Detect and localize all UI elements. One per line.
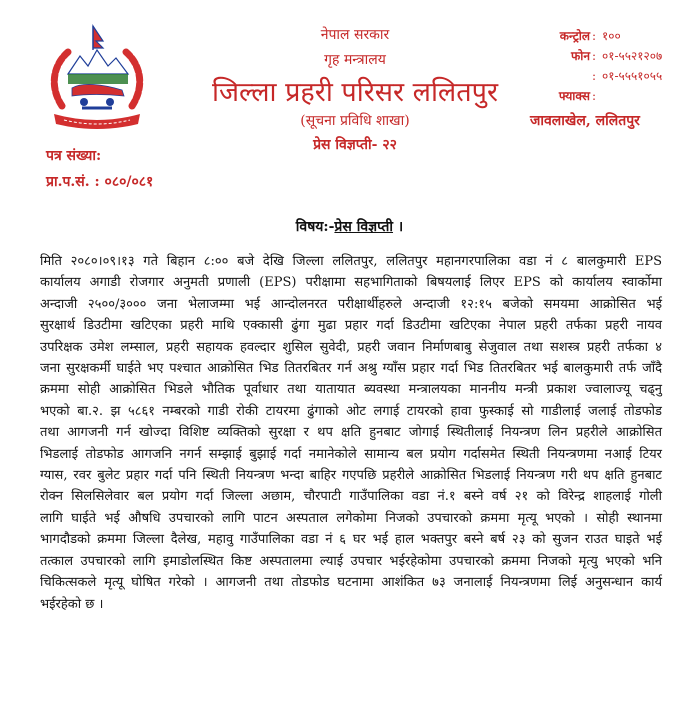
contact-label: फोन	[570, 49, 590, 63]
subject-title: प्रेस विज्ञप्ती	[334, 219, 394, 235]
body-line: भएको बा.२. झ ५८६१ नम्बरको गाडी रोकी टायरमा ढुंगाको ओट लगाई टायरको हावा फुस्काई सो गाडीलाई जलाई तोडफोड	[40, 403, 662, 419]
contact-value: १००	[602, 29, 621, 43]
contact-value: ०१-५५५१०५५	[602, 69, 663, 83]
body-line: भागदौडको क्रममा जिल्ला दैलेख, महावु गाउँपालिका वडा नं ६ घर भई हाल भक्तपुर बस्ने बर्ष २३ को सुजन राउत घाइते भई	[40, 532, 662, 548]
body-line: तत्काल उपचारको लागि इमाडोलस्थित किष्ट अस्पतालमा ल्याई उपचार भईरहेकोमा उपचारको क्रममा निजको मृत्यु भएको भनि	[40, 553, 662, 569]
contact-value	[598, 86, 695, 106]
ministry-name: गृह मन्त्रालय	[324, 52, 386, 68]
contact-row-control	[520, 26, 695, 46]
office-address: जावलाखेल, ललितपुर	[530, 113, 640, 129]
body-line: मिति २०८०।०९।१३ गते बिहान ८:०० बजे देखि जिल्ला ललितपुर, ललितपुर महानगरपालिका वडा नं ८ बालकुमारी EPS	[40, 254, 662, 269]
contact-separator: :	[591, 49, 597, 63]
contact-separator: :	[591, 89, 597, 103]
contact-row-phone-2	[520, 66, 695, 86]
body-line: जना सुरक्षकर्मी घाईते भए पश्चात आक्रोसित भिड तितरबितर गर्न अश्रु ग्याँस प्रहार गर्दा भिड तितरबितर भई बालकुमारी तर्फ जाँदै	[40, 361, 662, 377]
contact-label: फ्याक्स	[558, 89, 590, 103]
body-line: अन्दाजी २५००/३००० जना भेलाजम्मा भई आन्दोलनरत परीक्षार्थीहरुले अन्दाजी १२:१५ बजेको समयमा आक्रोसित भई	[40, 296, 662, 312]
contact-row-phone	[520, 46, 695, 66]
body-line: सुरक्षार्थ डिउटीमा खटिएका प्रहरी माथि एक्कासी ढुंगा मुढा प्रहार गर्दा डिउटीमा खटिएका नेपाल प्रहरी तर्फका प्रहरी नायव	[40, 318, 662, 334]
body-line: उपरिक्षक उमेश लम्साल, प्रहरी सहायक हवल्दार शुसिल सुवेदी, प्रहरी जवान निर्माणबाबु सेजुवाल तथा सशस्त्र प्रहरी तर्फका ४	[40, 339, 662, 355]
body-line: ग्यास, रवर बुलेट प्रहार गर्दा पनि स्थिती नियन्त्रण भन्दा बाहिर गएपछि प्रहरीले आक्रोसित भिडलाई नियन्त्रण गरी थप क्षति हुनबाट	[40, 468, 662, 484]
office-name: जिल्ला प्रहरी परिसर ललितपुर	[211, 77, 499, 108]
body-line: भईरहेको छ ।	[40, 596, 104, 612]
body-line: भिडलाई तोडफोड आगजनि नगर्न सम्झाई बुझाई गर्दा नमानेकोले सामान्य बल प्रयोग गर्दासमेत स्थिती नियन्त्रणमा नआई टियर	[40, 446, 662, 462]
body-line: लागि घाईते भई औषधि उपचारको लागि पाटन अस्पताल लगेकोमा निजको उपचारको क्रममा मृत्यू भएको । सोही स्थानमा	[40, 510, 662, 526]
contact-separator: :	[591, 29, 597, 43]
letterhead-title-block	[175, 26, 535, 154]
subject-prefix: विषय:-	[295, 219, 335, 235]
press-release-number: प्रेस विज्ञप्ती- २२	[313, 137, 397, 153]
contact-label	[520, 66, 590, 86]
fiscal-year: प्रा.प.सं. : ०८०/०८१	[46, 174, 154, 190]
contact-row-fax	[520, 86, 695, 106]
contact-value: ०१-५५२१२०७	[602, 49, 663, 63]
body-line: क्रममा सोही आक्रोसित भिडले भौतिक पूर्वाधार तथा यातायात ब्यवस्था मन्त्रालयका माननीय मन्त्री प्रकाश ज्वालाज्यू चढ्नु	[40, 382, 662, 398]
subject-suffix: ।	[393, 219, 404, 235]
body-line: चिकित्सकले मृत्यू घोषित गरेको । आगजनी तथा तोडफोड घटनामा आशंकित ७३ जनालाई नियन्त्रणमा लिई अनुसन्धान कार्य	[40, 575, 662, 591]
section-name: (सूचना प्रविधि शाखा)	[300, 113, 410, 129]
body-line: तथा आगजनी गर्न खोज्दा विशिष्ट व्यक्तिको सुरक्षा र थप क्षति हुनबाट जोगाई स्थितीलाई नियन्त्रण लिन प्रहरीले आक्रोसित	[40, 425, 662, 441]
body-line: रोक्न सिलसिलेवार बल प्रयोग गर्दा जिल्ला अछाम, चौरपाटी गाउँपालिका वडा नं.१ बस्ने वर्ष २१ को विरेन्द्र शाहलाई गोली	[40, 489, 662, 505]
contact-label: कन्ट्रोल	[559, 29, 590, 43]
press-release-body	[40, 251, 662, 615]
contact-block	[520, 26, 695, 106]
letter-number-label: पत्र संख्या:	[46, 148, 102, 164]
government-name: नेपाल सरकार	[320, 27, 390, 43]
contact-separator: :	[591, 69, 597, 83]
subject-line	[0, 217, 699, 236]
nepal-emblem-icon	[42, 22, 152, 134]
body-line: कार्यालय अगाडी रोजगार अनुमती प्रणाली (EPS) परीक्षामा सहभागिताको बिषयलाई लिएर EPS को कार्यालय स्वार्कोमा	[40, 275, 662, 291]
